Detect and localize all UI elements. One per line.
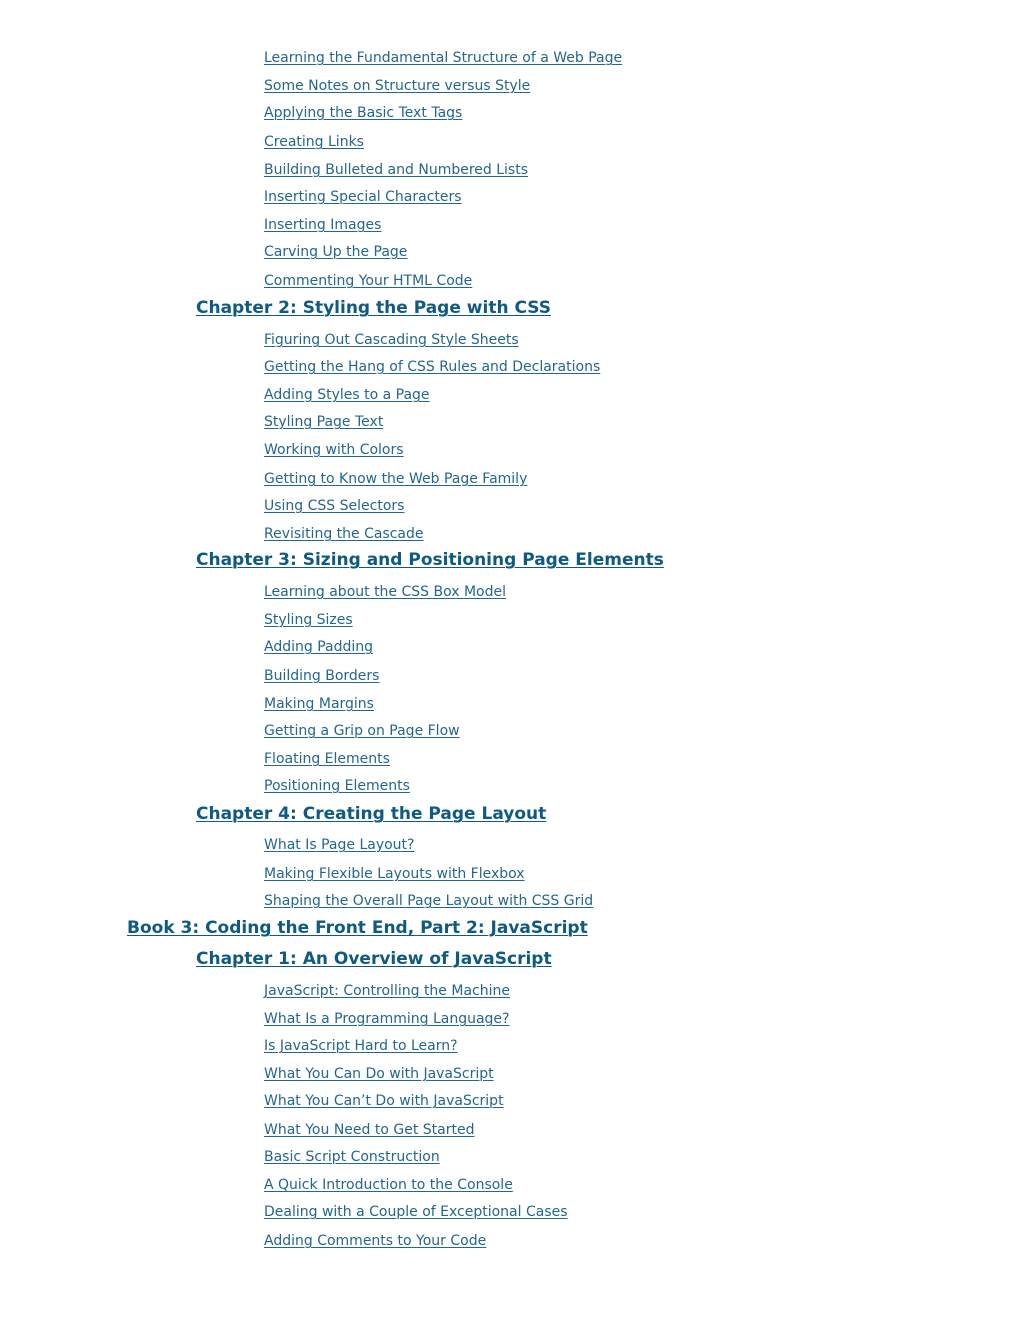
section-link[interactable]: Positioning Elements bbox=[264, 778, 410, 794]
section-link[interactable]: Carving Up the Page bbox=[264, 244, 408, 260]
section-link[interactable]: Styling Sizes bbox=[264, 612, 353, 628]
section-link[interactable]: Building Borders bbox=[264, 668, 380, 684]
section-link[interactable]: A Quick Introduction to the Console bbox=[264, 1177, 513, 1193]
section-link[interactable]: Shaping the Overall Page Layout with CSS Grid bbox=[264, 893, 594, 909]
section-link[interactable]: What Is a Programming Language? bbox=[264, 1011, 510, 1027]
section-link[interactable]: JavaScript: Controlling the Machine bbox=[264, 983, 510, 999]
section-link[interactable]: Adding Comments to Your Code bbox=[264, 1233, 487, 1249]
section-link[interactable]: Figuring Out Cascading Style Sheets bbox=[264, 332, 519, 348]
section-link[interactable]: Inserting Images bbox=[264, 217, 382, 233]
section-link[interactable]: Some Notes on Structure versus Style bbox=[264, 78, 531, 94]
section-link[interactable]: Is JavaScript Hard to Learn? bbox=[264, 1038, 458, 1054]
section-link[interactable]: Working with Colors bbox=[264, 442, 404, 458]
section-link[interactable]: Creating Links bbox=[264, 134, 364, 150]
section-link[interactable]: Adding Padding bbox=[264, 639, 374, 655]
section-link[interactable]: Styling Page Text bbox=[264, 414, 384, 430]
section-link[interactable]: Making Margins bbox=[264, 696, 374, 712]
section-link[interactable]: Basic Script Construction bbox=[264, 1149, 440, 1165]
section-link[interactable]: Getting the Hang of CSS Rules and Declarations bbox=[264, 359, 601, 375]
section-link[interactable]: Floating Elements bbox=[264, 751, 390, 767]
chapter-link[interactable]: Chapter 4: Creating the Page Layout bbox=[196, 804, 547, 824]
section-link[interactable]: Getting a Grip on Page Flow bbox=[264, 723, 460, 739]
chapter-link[interactable]: Chapter 2: Styling the Page with CSS bbox=[196, 298, 551, 318]
section-link[interactable]: What You Can’t Do with JavaScript bbox=[264, 1093, 504, 1109]
section-link[interactable]: Using CSS Selectors bbox=[264, 498, 405, 514]
section-link[interactable]: What You Need to Get Started bbox=[264, 1122, 475, 1138]
section-link[interactable]: Getting to Know the Web Page Family bbox=[264, 471, 528, 487]
section-link[interactable]: Learning the Fundamental Structure of a Web Page bbox=[264, 50, 623, 66]
chapter-link[interactable]: Chapter 3: Sizing and Positioning Page Elements bbox=[196, 550, 664, 570]
section-link[interactable]: Learning about the CSS Box Model bbox=[264, 584, 507, 600]
section-link[interactable]: What You Can Do with JavaScript bbox=[264, 1066, 494, 1082]
section-link[interactable]: What Is Page Layout? bbox=[264, 837, 415, 853]
section-link[interactable]: Building Bulleted and Numbered Lists bbox=[264, 162, 528, 178]
section-link[interactable]: Adding Styles to a Page bbox=[264, 387, 430, 403]
section-link[interactable]: Applying the Basic Text Tags bbox=[264, 105, 463, 121]
chapter-link[interactable]: Chapter 1: An Overview of JavaScript bbox=[196, 949, 552, 969]
section-link[interactable]: Dealing with a Couple of Exceptional Cases bbox=[264, 1204, 568, 1220]
section-link[interactable]: Inserting Special Characters bbox=[264, 189, 462, 205]
section-link[interactable]: Making Flexible Layouts with Flexbox bbox=[264, 866, 525, 882]
section-link[interactable]: Revisiting the Cascade bbox=[264, 526, 424, 542]
book-link[interactable]: Book 3: Coding the Front End, Part 2: JavaScript bbox=[127, 918, 588, 938]
section-link[interactable]: Commenting Your HTML Code bbox=[264, 273, 473, 289]
